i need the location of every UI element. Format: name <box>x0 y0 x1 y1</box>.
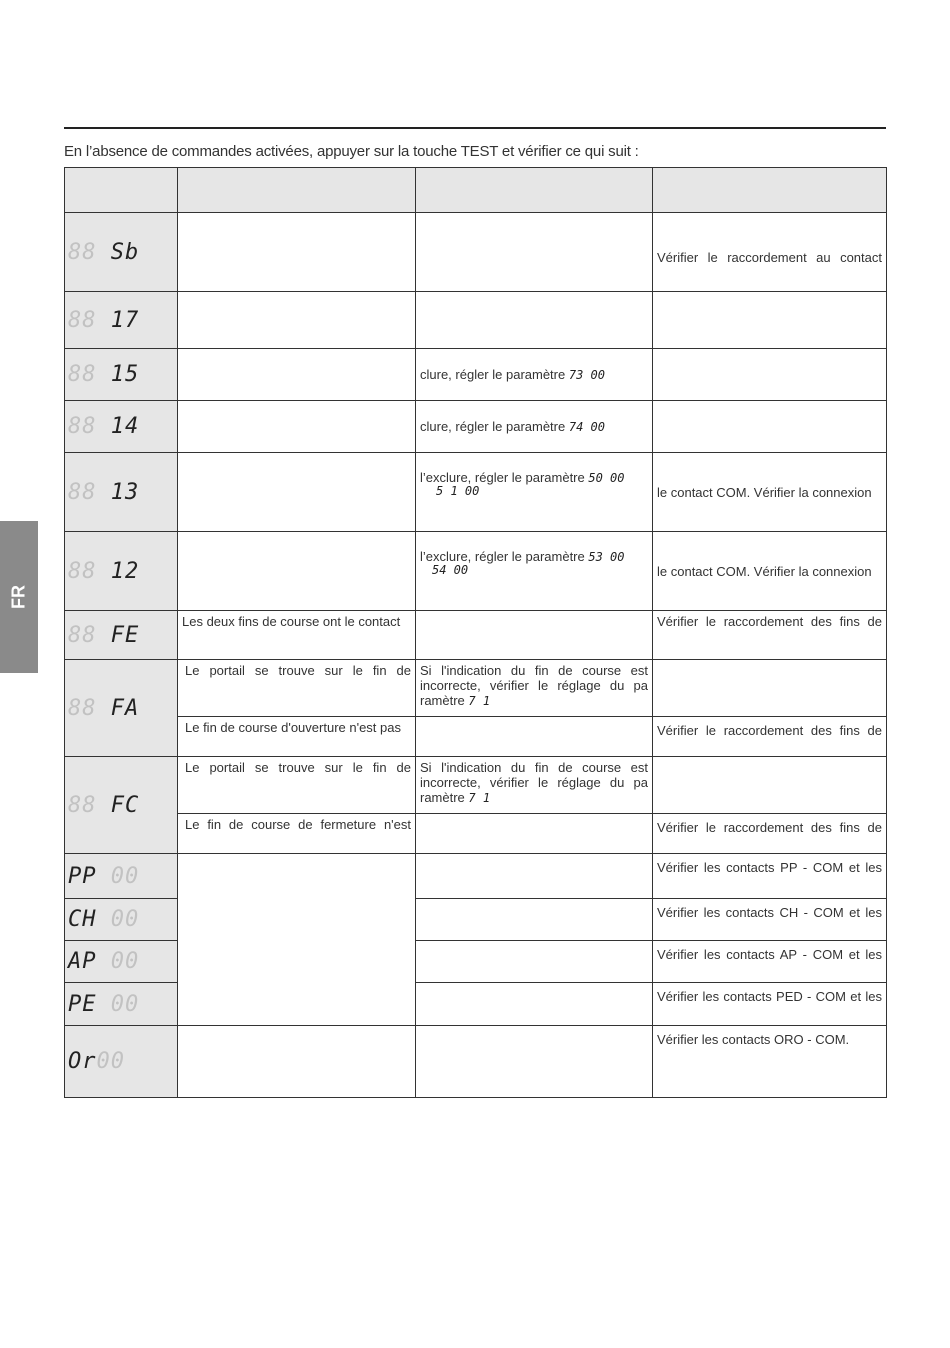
cell-check <box>653 660 887 717</box>
cell-description: Le fin de course de fermeture n'est <box>178 814 416 854</box>
display-cell <box>65 611 178 660</box>
display-cell <box>65 532 178 611</box>
cell-description <box>178 213 416 292</box>
test-table <box>64 167 887 1098</box>
cell-action <box>416 292 653 349</box>
cell-check: Vérifier le raccordement des fins de <box>653 814 887 854</box>
display-code: 88 FC <box>68 792 140 818</box>
cell-check <box>653 757 887 814</box>
table-row <box>65 349 887 401</box>
cell-description <box>178 401 416 453</box>
display-code: AP 00 <box>68 949 140 974</box>
table-row <box>65 611 887 660</box>
table-row <box>65 213 887 292</box>
display-code: PE 00 <box>68 991 140 1017</box>
cell-description: Le portail se trouve sur le fin de <box>178 660 416 717</box>
display-cell <box>65 983 178 1026</box>
display-cell <box>65 349 178 401</box>
display-code: CH 00 <box>68 907 140 932</box>
cell-check: le contact COM. Vérifier la connexion <box>653 532 887 611</box>
cell-check: Vérifier les contacts ORO - COM. <box>653 1026 887 1098</box>
cell-action <box>416 814 653 854</box>
cell-action: clure, régler le paramètre 73 00 <box>416 349 653 401</box>
cell-check: Vérifier les contacts CH - COM et les <box>653 899 887 941</box>
table-row <box>65 401 887 453</box>
display-cell <box>65 401 178 453</box>
display-cell <box>65 899 178 941</box>
table-row <box>65 292 887 349</box>
display-code: 88 12 <box>68 558 140 584</box>
display-cell <box>65 453 178 532</box>
header-cell <box>65 168 178 213</box>
cell-description: Le portail se trouve sur le fin de <box>178 757 416 814</box>
cell-description <box>178 854 416 1026</box>
display-code: PP 00 <box>68 863 140 889</box>
language-tab <box>0 521 38 673</box>
cell-action <box>416 213 653 292</box>
cell-check: Vérifier le raccordement au contact <box>653 213 887 292</box>
cell-action <box>416 717 653 757</box>
cell-description <box>178 453 416 532</box>
cell-description <box>178 349 416 401</box>
cell-action: l’exclure, régler le paramètre 50 00 5 1 00 <box>416 453 653 532</box>
cell-action <box>416 941 653 983</box>
cell-description: Les deux fins de course ont le contact <box>178 611 416 660</box>
cell-action <box>416 611 653 660</box>
cell-description <box>178 1026 416 1098</box>
cell-action <box>416 1026 653 1098</box>
display-cell <box>65 854 178 899</box>
cell-description: Le fin de course d'ouverture n'est pas <box>178 717 416 757</box>
display-code: 88 13 <box>68 479 140 505</box>
display-code: 88 15 <box>68 362 140 387</box>
language-tab-label: FR <box>8 585 29 609</box>
display-cell <box>65 941 178 983</box>
display-cell <box>65 757 178 854</box>
cell-action: Si l'indication du fin de course est incorrecte, vérifier le réglage du pa ramètre 7 1 <box>416 660 653 717</box>
table-row <box>65 757 887 814</box>
header-cell <box>416 168 653 213</box>
table-row <box>65 814 887 854</box>
cell-description <box>178 532 416 611</box>
cell-description <box>178 292 416 349</box>
display-cell <box>65 292 178 349</box>
cell-check <box>653 292 887 349</box>
cell-check: Vérifier les contacts AP - COM et les <box>653 941 887 983</box>
cell-check: le contact COM. Vérifier la connexion <box>653 453 887 532</box>
cell-check: Vérifier le raccordement des fins de <box>653 717 887 757</box>
header-cell <box>178 168 416 213</box>
display-code: Or00 <box>68 1049 125 1074</box>
cell-check: Vérifier le raccordement des fins de <box>653 611 887 660</box>
display-code: 88 14 <box>68 414 140 439</box>
cell-check <box>653 401 887 453</box>
table-row <box>65 532 887 611</box>
cell-check <box>653 349 887 401</box>
cell-action: clure, régler le paramètre 74 00 <box>416 401 653 453</box>
display-cell <box>65 660 178 757</box>
display-code: 88 Sb <box>68 239 140 265</box>
top-rule <box>64 127 886 129</box>
table-row <box>65 717 887 757</box>
table-header-row <box>65 168 887 213</box>
cell-action: Si l'indication du fin de course est incorrecte, vérifier le réglage du pa ramètre 7 1 <box>416 757 653 814</box>
cell-action <box>416 983 653 1026</box>
table-row <box>65 854 887 899</box>
display-cell <box>65 1026 178 1098</box>
display-cell <box>65 213 178 292</box>
intro-text: En l’absence de commandes activées, appuyer sur la touche TEST et vérifier ce qui suit : <box>64 143 639 160</box>
cell-action <box>416 854 653 899</box>
cell-action <box>416 899 653 941</box>
cell-action: l’exclure, régler le paramètre 53 00 54 00 <box>416 532 653 611</box>
cell-check: Vérifier les contacts PP - COM et les <box>653 854 887 899</box>
display-code: 88 17 <box>68 307 140 333</box>
table-row <box>65 453 887 532</box>
header-cell <box>653 168 887 213</box>
display-code: 88 FE <box>68 622 140 648</box>
table-row <box>65 660 887 717</box>
table-row <box>65 1026 887 1098</box>
display-code: 88 FA <box>68 695 140 721</box>
cell-check: Vérifier les contacts PED - COM et les <box>653 983 887 1026</box>
